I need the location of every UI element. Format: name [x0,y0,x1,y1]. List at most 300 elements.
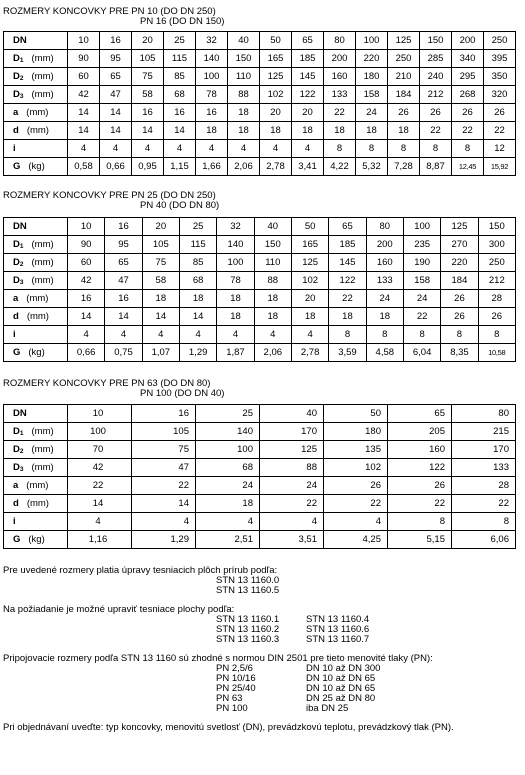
row-symbol-subscript: 3 [19,279,24,286]
table-cell: 14 [132,495,196,513]
table-cell: 85 [164,68,196,86]
table-cell: 14 [132,122,164,140]
note-din-compatibility: Pripojovacie rozmery podľa STN 13 1160 sú zhodné s normou DIN 2501 pre tieto menovité tlaky (PN): [3,653,433,664]
row-unit: (mm) [26,498,49,509]
row-unit: (mm) [31,239,54,250]
table-cell: 212 [420,86,452,104]
table-cell: 150 [478,218,515,236]
row-unit: (mm) [31,275,54,286]
dn-range: DN 10 až DN 65 [306,683,376,694]
table-cell: 185 [329,236,366,254]
dn-range: iba DN 25 [306,703,349,714]
row-unit: (mm) [26,293,49,304]
table-cell: 95 [105,236,142,254]
table-cell: 200 [366,236,403,254]
row-label [4,68,68,86]
section3-title: ROZMERY KONCOVKY PRE PN 63 (DO DN 80) [3,378,211,389]
pn-pair [3,684,521,694]
table-cell: 95 [100,50,132,68]
table-cell: 26 [420,104,452,122]
table-row [4,68,516,86]
table-cell: 24 [356,104,388,122]
table-cell: 16 [105,290,142,308]
table-cell: 235 [403,236,440,254]
table-cell: 22 [484,122,516,140]
table-cell: 268 [452,86,484,104]
table-cell: 122 [388,459,452,477]
table-row [4,50,516,68]
table-cell: 4 [132,513,196,531]
row-symbol: D [13,89,20,100]
ref-pair [3,635,521,645]
table-cell: 10,58 [478,344,515,362]
pn-pair [3,704,521,714]
row-symbol: i [13,516,16,527]
row-label [4,344,68,362]
table-cell: 26 [388,477,452,495]
table-cell: 88 [228,86,260,104]
table-cell: 8 [388,513,452,531]
table-cell: 4 [132,140,164,158]
row-label [4,290,68,308]
row-label [4,158,68,176]
table-cell: 80 [452,405,516,423]
table-cell: 1,29 [132,531,196,549]
table-cell: 26 [484,104,516,122]
table-cell: 42 [68,459,132,477]
table-cell: 22 [68,477,132,495]
table-cell: 32 [217,218,254,236]
table-cell: 170 [260,423,324,441]
section2-title: ROZMERY KONCOVKY PRE PN 25 (DO DN 250) [3,190,216,201]
section1-subtitle: PN 16 (DO DN 150) [140,16,225,27]
table-cell: 1,66 [196,158,228,176]
table-cell: 16 [68,290,105,308]
table-cell: 4 [292,140,324,158]
table-cell: 75 [132,68,164,86]
table-cell: 16 [132,104,164,122]
table-cell: 110 [254,254,291,272]
table-cell: 26 [452,104,484,122]
table-cell: 24 [196,477,260,495]
table-cell: 180 [356,68,388,86]
table-cell: 22 [260,495,324,513]
table-cell: 18 [356,122,388,140]
table-row [4,272,516,290]
row-symbol: d [13,311,19,322]
row-symbol: DN [13,221,27,232]
table-cell: 47 [105,272,142,290]
table-cell: 22 [452,122,484,140]
ref-right: STN 13 1160.4 [306,614,370,625]
table-row [4,459,516,477]
table-row [4,531,516,549]
row-unit: (mm) [26,125,49,136]
table-cell: 160 [388,441,452,459]
table-cell: 133 [324,86,356,104]
table-cell: 180 [324,423,388,441]
table-cell: 25 [179,218,216,236]
row-unit: (kg) [28,347,45,358]
table-cell: 4 [68,513,132,531]
table-cell: 270 [441,236,478,254]
table-cell: 102 [324,459,388,477]
row-unit: (mm) [26,107,49,118]
section2-subtitle: PN 40 (DO DN 80) [140,200,220,211]
row-symbol: G [13,534,21,545]
table-cell: 4 [105,326,142,344]
table-cell: 0,58 [68,158,100,176]
table-cell: 47 [132,459,196,477]
table-cell: 47 [100,86,132,104]
row-unit: (mm) [31,426,54,437]
table-cell: 220 [356,50,388,68]
table-cell: 70 [68,441,132,459]
table-cell: 3,59 [329,344,366,362]
table-cell: 5,15 [388,531,452,549]
row-symbol: D [13,71,20,82]
table-cell: 75 [132,441,196,459]
row-symbol: D [13,53,20,64]
table-cell: 25 [164,32,196,50]
table-cell: 165 [260,50,292,68]
table-cell: 212 [478,272,515,290]
ref-left: STN 13 1160.2 [216,624,280,635]
table-row [4,218,516,236]
row-label [4,441,68,459]
table-cell: 295 [452,68,484,86]
dn-range: DN 25 až DN 80 [306,693,376,704]
table-cell: 185 [292,50,324,68]
table-cell: 125 [260,441,324,459]
table-cell: 125 [291,254,328,272]
table-cell: 18 [196,122,228,140]
row-unit: (mm) [31,89,54,100]
ref-right: STN 13 1160.7 [306,634,370,645]
table-cell: 115 [179,236,216,254]
table-cell: 80 [366,218,403,236]
table-cell: 24 [403,290,440,308]
row-label [4,140,68,158]
table-cell: 16 [105,218,142,236]
row-unit: (kg) [28,534,45,545]
table-cell: 4,22 [324,158,356,176]
table-cell: 4 [179,326,216,344]
table-cell: 85 [179,254,216,272]
row-label [4,405,68,423]
table-cell: 1,15 [164,158,196,176]
table-cell: 4 [217,326,254,344]
table-cell: 40 [228,32,260,50]
table-cell: 22 [388,495,452,513]
table-row [4,86,516,104]
table-cell: 125 [260,68,292,86]
table-cell: 150 [228,50,260,68]
notes [3,566,521,733]
table-cell: 140 [196,50,228,68]
table-cell: 58 [132,86,164,104]
table-cell: 18 [329,308,366,326]
table-cell: 158 [356,86,388,104]
table-cell: 4,58 [366,344,403,362]
table-cell: 20 [291,290,328,308]
table-cell: 150 [420,32,452,50]
pn-value: PN 10/16 [216,673,256,684]
table-cell: 78 [217,272,254,290]
table-cell: 8 [420,140,452,158]
table-cell: 8 [452,140,484,158]
table-cell: 18 [228,122,260,140]
table-cell: 16 [164,104,196,122]
table-cell: 50 [324,405,388,423]
table-cell: 14 [105,308,142,326]
table-cell: 110 [228,68,260,86]
table-cell: 80 [324,32,356,50]
table-cell: 68 [196,459,260,477]
table-cell: 8,35 [441,344,478,362]
section3-subtitle: PN 100 (DO DN 40) [140,388,225,399]
row-label [4,122,68,140]
row-symbol: D [13,462,20,473]
table-row [4,104,516,122]
row-symbol: D [13,275,20,286]
table-cell: 18 [142,290,179,308]
table-cell: 20 [260,104,292,122]
row-symbol: D [13,444,20,455]
row-label [4,86,68,104]
table-cell: 8 [478,326,515,344]
table-row [4,405,516,423]
table-cell: 4 [260,140,292,158]
table-cell: 25 [196,405,260,423]
table-cell: 1,07 [142,344,179,362]
table-cell: 205 [388,423,452,441]
table-cell: 14 [164,122,196,140]
dimensions-table-pn25-pn40 [3,217,516,362]
table-cell: 350 [484,68,516,86]
table-row [4,122,516,140]
table-cell: 18 [217,308,254,326]
table-cell: 68 [164,86,196,104]
table-cell: 8 [356,140,388,158]
row-symbol-subscript: 1 [19,57,24,64]
table-cell: 28 [452,477,516,495]
table-cell: 200 [452,32,484,50]
row-symbol: d [13,498,19,509]
row-symbol: d [13,125,19,136]
table-cell: 0,66 [100,158,132,176]
row-label [4,32,68,50]
table-cell: 28 [478,290,515,308]
row-label [4,272,68,290]
row-symbol: a [13,107,19,118]
table-cell: 160 [324,68,356,86]
table-cell: 125 [388,32,420,50]
table-cell: 122 [329,272,366,290]
table-cell: 40 [260,405,324,423]
pn-pair [3,694,521,704]
table-cell: 18 [254,308,291,326]
table-cell: 135 [324,441,388,459]
table-cell: 100 [68,423,132,441]
table-cell: 24 [260,477,324,495]
table-cell: 2,78 [260,158,292,176]
table-cell: 14 [142,308,179,326]
row-symbol: DN [13,408,27,419]
note-on-request: Na požiadanie je možné upraviť tesniace plochy podľa: [3,604,235,615]
table-cell: 75 [142,254,179,272]
table-cell: 215 [452,423,516,441]
table-cell: 22 [329,290,366,308]
row-label [4,495,68,513]
table-cell: 88 [254,272,291,290]
ref-left: STN 13 1160.3 [216,634,280,645]
table-cell: 122 [292,86,324,104]
table-row [4,344,516,362]
row-unit: (mm) [31,462,54,473]
table-cell: 78 [196,86,228,104]
table-cell: 250 [484,32,516,50]
table-cell: 22 [324,104,356,122]
table-cell: 8 [403,326,440,344]
section1-heading [3,7,224,27]
table-cell: 22 [324,495,388,513]
pn-pair [3,664,521,674]
table-cell: 210 [388,68,420,86]
ref-left: STN 13 1160.1 [216,614,280,625]
table-cell: 14 [68,308,105,326]
table-cell: 90 [68,50,100,68]
table-cell: 10 [68,32,100,50]
dimensions-table-pn10-pn16 [3,31,516,176]
table-cell: 240 [420,68,452,86]
table-cell: 4 [196,140,228,158]
table-row [4,326,516,344]
row-label [4,423,68,441]
table-cell: 90 [68,236,105,254]
pn-value: PN 63 [216,693,243,704]
table-cell: 42 [68,272,105,290]
table-cell: 1,87 [217,344,254,362]
table-cell: 150 [254,236,291,254]
table-cell: 18 [260,122,292,140]
table-cell: 88 [260,459,324,477]
row-label [4,236,68,254]
dimensions-table-pn63-pn100 [3,404,516,549]
table-cell: 14 [68,104,100,122]
table-cell: 105 [132,423,196,441]
table-cell: 14 [68,122,100,140]
table-row [4,308,516,326]
table-cell: 8 [366,326,403,344]
table-cell: 18 [196,495,260,513]
table-cell: 65 [329,218,366,236]
table-cell: 14 [179,308,216,326]
table-cell: 115 [164,50,196,68]
table-cell: 2,51 [196,531,260,549]
table-row [4,140,516,158]
table-cell: 22 [452,495,516,513]
row-label [4,513,68,531]
row-unit: (mm) [31,53,54,64]
row-label [4,104,68,122]
row-label [4,477,68,495]
note-ref: STN 13 1160.5 [216,585,280,596]
table-cell: 140 [196,423,260,441]
table-row [4,477,516,495]
row-unit: (mm) [26,480,49,491]
table-cell: 8 [441,326,478,344]
ref-right: STN 13 1160.6 [306,624,370,635]
table-cell: 140 [217,236,254,254]
row-label [4,50,68,68]
table-cell: 8 [329,326,366,344]
table-cell: 18 [228,104,260,122]
table-cell: 100 [403,218,440,236]
row-symbol-subscript: 3 [19,93,24,100]
table-cell: 250 [478,254,515,272]
table-cell: 170 [452,441,516,459]
table-cell: 100 [217,254,254,272]
table-cell: 6,06 [452,531,516,549]
table-cell: 18 [292,122,324,140]
table-cell: 285 [420,50,452,68]
table-cell: 3,51 [260,531,324,549]
table-cell: 4 [100,140,132,158]
table-cell: 26 [324,477,388,495]
row-symbol: a [13,293,19,304]
table-cell: 22 [132,477,196,495]
pn-pair [3,674,521,684]
table-cell: 14 [68,495,132,513]
table-cell: 58 [142,272,179,290]
row-label [4,218,68,236]
table-cell: 26 [441,308,478,326]
table-cell: 133 [452,459,516,477]
table-cell: 65 [292,32,324,50]
section1-title: ROZMERY KONCOVKY PRE PN 10 (DO DN 250) [3,6,216,17]
table-cell: 200 [324,50,356,68]
table-row [4,158,516,176]
table-cell: 395 [484,50,516,68]
row-symbol-subscript: 3 [19,466,24,473]
table-cell: 4 [291,326,328,344]
table-cell: 12,45 [452,158,484,176]
table-cell: 7,28 [388,158,420,176]
table-cell: 4 [68,140,100,158]
table-cell: 22 [420,122,452,140]
table-cell: 3,41 [292,158,324,176]
table-cell: 60 [68,254,105,272]
table-cell: 102 [291,272,328,290]
table-cell: 125 [441,218,478,236]
table-cell: 4 [324,513,388,531]
table-cell: 26 [441,290,478,308]
row-label [4,308,68,326]
table-cell: 60 [68,68,100,86]
table-cell: 300 [478,236,515,254]
row-symbol: D [13,426,20,437]
table-cell: 20 [132,32,164,50]
table-cell: 1,29 [179,344,216,362]
row-symbol: i [13,329,16,340]
table-cell: 4 [164,140,196,158]
table-row [4,495,516,513]
pn-value: PN 100 [216,703,248,714]
table-cell: 2,78 [291,344,328,362]
table-cell: 10 [68,218,105,236]
table-cell: 165 [291,236,328,254]
